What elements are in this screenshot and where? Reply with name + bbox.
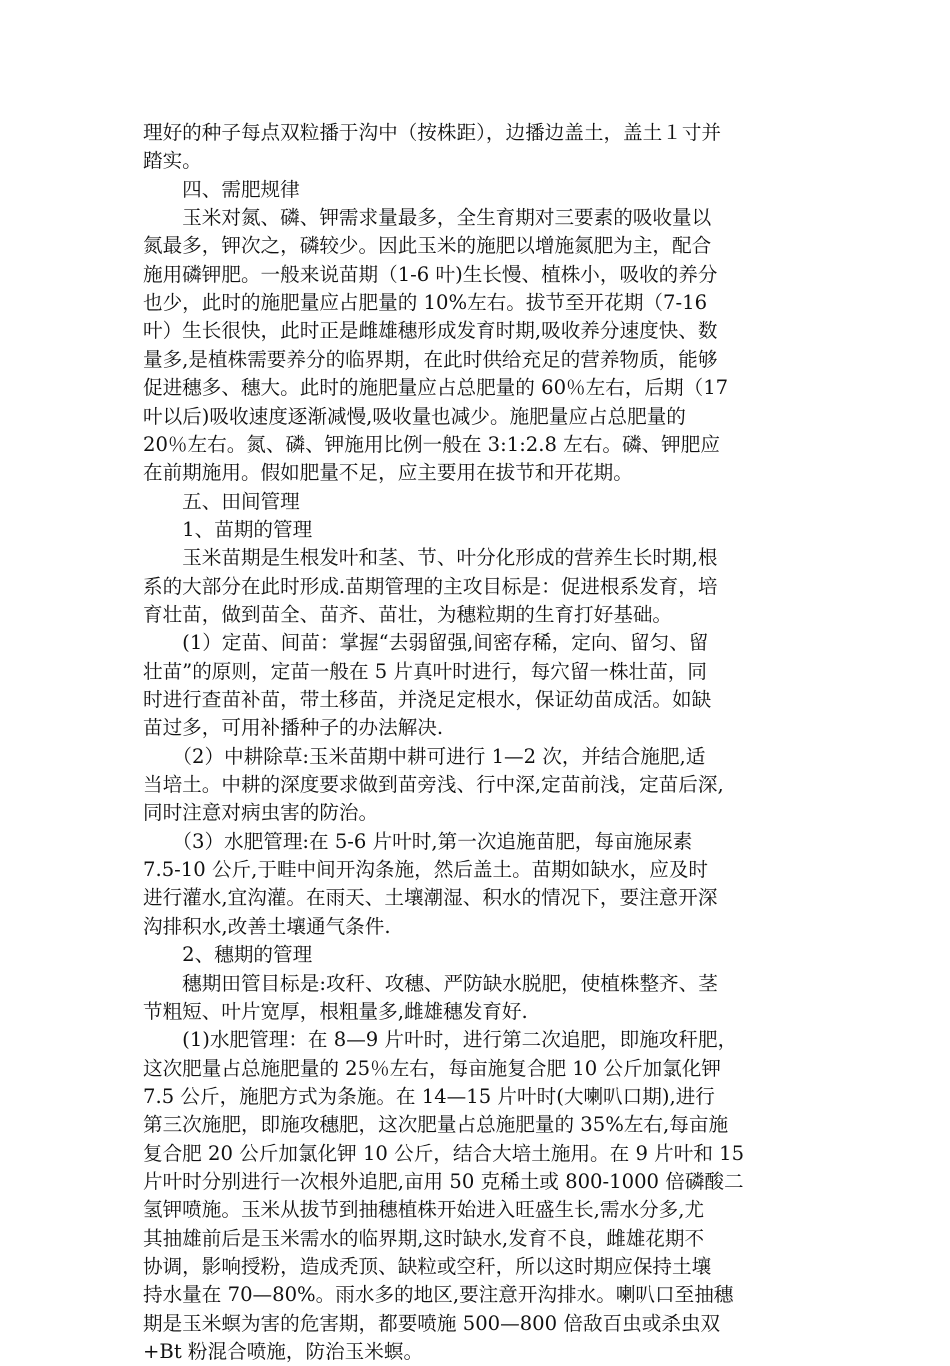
text-line: 协调，影响授粉，造成秃顶、缺粒或空秆，所以这时期应保持土壤 bbox=[143, 1255, 712, 1278]
text-line: 在前期施用。假如肥量不足，应主要用在拔节和开花期。 bbox=[143, 461, 633, 485]
text-line: 施用磷钾肥。一般来说苗期（1-6 叶)生长慢、植株小，吸收的养分 bbox=[143, 262, 718, 286]
text-line: 7.5 公斤，施肥方式为条施。在 14—15 片叶时(大喇叭口期),进行 bbox=[143, 1084, 715, 1108]
text-line: 20％左右。氮、磷、钾施用比例一般在 3:1:2.8 左右。磷、钾肥应 bbox=[143, 432, 720, 456]
text-line: （2）中耕除草:玉米苗期中耕可进行 1—2 次，并结合施肥,适 bbox=[143, 744, 706, 768]
text-line: 玉米对氮、磷、钾需求量最多，全生育期对三要素的吸收量以 bbox=[143, 206, 712, 230]
text-line: 量多,是植株需要养分的临界期，在此时供给充足的营养物质，能够 bbox=[143, 347, 718, 371]
text-line: 期是玉米螟为害的危害期，都要喷施 500—800 倍敌百虫或杀虫双 bbox=[143, 1311, 721, 1335]
text-line: 氮最多，钾次之，磷较少。因此玉米的施肥以增施氮肥为主，配合 bbox=[143, 234, 712, 258]
text-line: 系的大部分在此时形成.苗期管理的主攻目标是：促进根系发育，培 bbox=[143, 574, 718, 598]
text-line: 五、田间管理 bbox=[143, 489, 300, 513]
text-line: 叶）生长很快，此时正是雌雄穗形成发育时期,吸收养分速度快、数 bbox=[143, 319, 718, 343]
text-line: 节粗短、叶片宽厚，根粗量多,雌雄穗发育好. bbox=[143, 999, 528, 1023]
text-line: 叶以后)吸收速度逐渐减慢,吸收量也减少。施肥量应占总肥量的 bbox=[143, 404, 686, 428]
text-line: 穗期田管目标是:攻秆、攻穗、严防缺水脱肥，使植株整齐、茎 bbox=[143, 971, 718, 995]
text-line: (1)水肥管理：在 8—9 片叶时，进行第二次追肥，即施攻秆肥， bbox=[143, 1028, 738, 1052]
text-line: 2、穗期的管理 bbox=[143, 943, 313, 967]
text-line: 育壮苗，做到苗全、苗齐、苗壮，为穗粒期的生育打好基础。 bbox=[143, 602, 673, 626]
text-line: 同时注意对病虫害的防治。 bbox=[143, 801, 379, 825]
text-line: 1、苗期的管理 bbox=[143, 517, 313, 541]
text-line: 沟排积水,改善土壤通气条件. bbox=[143, 914, 391, 938]
text-line: 壮苗”的原则，定苗一般在 5 片真叶时进行，每穴留一株壮苗，同 bbox=[143, 659, 707, 683]
text-line: 复合肥 20 公斤加氯化钾 10 公斤，结合大培土施用。在 9 片叶和 15 bbox=[143, 1141, 745, 1165]
text-line: 四、需肥规律 bbox=[143, 177, 300, 201]
text-line: （3）水肥管理:在 5-6 片叶时,第一次追施苗肥，每亩施尿素 bbox=[143, 829, 693, 853]
text-line: 第三次施肥，即施攻穗肥，这次肥量占总施肥量的 35%左右,每亩施 bbox=[143, 1113, 729, 1137]
text-line: 促进穗多、穗大。此时的施肥量应占总肥量的 60％左右，后期（17 bbox=[143, 376, 729, 400]
text-line: 玉米苗期是生根发叶和茎、节、叶分化形成的营养生长时期,根 bbox=[143, 546, 718, 570]
text-line: 理好的种子每点双粒播于沟中（按株距），边播边盖土，盖土１寸并 bbox=[143, 121, 722, 144]
text-line: 也少，此时的施肥量应占肥量的 10%左右。拔节至开花期（7-16 bbox=[143, 291, 708, 315]
text-line: 当培土。中耕的深度要求做到苗旁浅、行中深,定苗前浅，定苗后深, bbox=[143, 773, 724, 797]
text-line: 持水量在 70—80%。雨水多的地区,要注意开沟排水。喇叭口至抽穗 bbox=[143, 1283, 734, 1307]
text-line: 片叶时分别进行一次根外追肥,亩用 50 克稀土或 800-1000 倍磷酸二 bbox=[143, 1169, 744, 1193]
text-line: 这次肥量占总施肥量的 25％左右，每亩施复合肥 10 公斤加氯化钾 bbox=[143, 1056, 721, 1080]
text-line: 踏实。 bbox=[143, 149, 202, 173]
text-line: 7.5-10 公斤,于畦中间开沟条施，然后盖土。苗期如缺水，应及时 bbox=[143, 858, 709, 882]
text-line: +Bt 粉混合喷施，防治玉米螟。 bbox=[143, 1340, 424, 1364]
text-line: 苗过多，可用补播种子的办法解决. bbox=[143, 716, 444, 740]
text-line: 其抽雄前后是玉米需水的临界期,这时缺水,发育不良，雌雄花期不 bbox=[143, 1226, 705, 1250]
text-line: (1）定苗、间苗：掌握“去弱留强,间密存稀，定向、留匀、留 bbox=[143, 631, 709, 655]
text-line: 进行灌水,宜沟灌。在雨天、土壤潮湿、积水的情况下，要注意开深 bbox=[143, 886, 718, 910]
text-line: 时进行查苗补苗，带土移苗，并浇足定根水，保证幼苗成活。如缺 bbox=[143, 688, 712, 711]
text-line: 氢钾喷施。玉米从拔节到抽穗植株开始进入旺盛生长,需水分多,尤 bbox=[143, 1198, 705, 1222]
